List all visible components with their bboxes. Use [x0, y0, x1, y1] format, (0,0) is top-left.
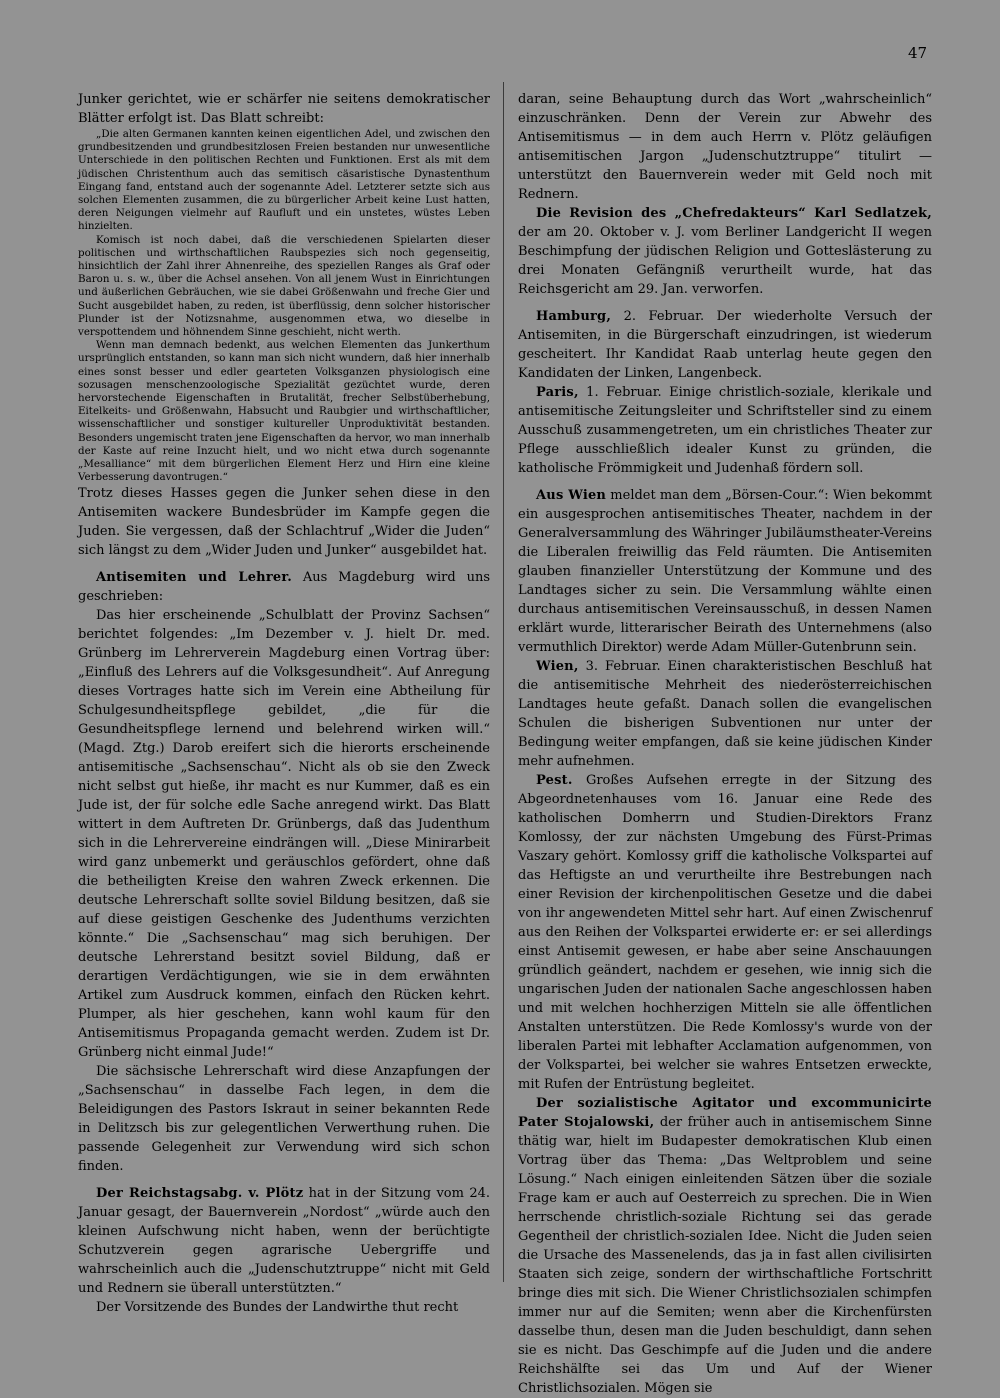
article-heading: Die Revision des „Chefredakteurs“ Karl Sedlatzek,	[536, 206, 932, 221]
article-text: Aus Magdeburg wird uns geschrieben:	[78, 570, 491, 605]
right-column	[518, 90, 933, 1396]
article-paragraph	[518, 1094, 932, 1398]
section-gap	[78, 560, 490, 568]
article-heading: Aus Wien	[536, 488, 607, 503]
article-heading: Hamburg,	[536, 309, 612, 324]
column-rule	[503, 82, 504, 1282]
article-heading: Wien,	[536, 659, 579, 674]
article-heading: Der Reichstagsabg. v. Plötz	[96, 1186, 304, 1202]
article-text: der früher auch in antisemischem Sinne thätig war, hielt im Budapester demokratischen Klub einen Vortrag über das Thema: „Das Weltproblem und seine Lösung.“ Nach einigen einleitenden Sätzen über die soziale Frage kam er auch auf Oesterreich zu sprechen. Die in Wien herrschende christlich-soziale Richtung sei das gerade Gegentheil der christlich-sozialen Idee. Nicht die Juden seien die Ursache des Massenelends, das ja in fast allen civilisirten Staaten sich zeige, sondern der wirthschaftliche Fortschritt bringe dies mit sich. Die Wiener Christlichsozialen schimpfen immer nur auf die Semiten; wenn aber die Kirchenfürsten dasselbe thun, desen man die Juden beschuldigt, dann sehen sie es nicht. Das Geschimpfe auf die Juden und die andere Reichshälfte sei das Um und Auf der Wiener Christlichsozialen. Mögen sie	[518, 1115, 932, 1396]
body-paragraph: Die sächsische Lehrerschaft wird diese Anzapfungen der „Sachsenschau“ in dasselbe Fach legen, in dem die Beleidigungen des Pastors Iskraut in seiner bekannten Rede in Delitzsch bis zur gelegentlichen Verwerthung ruhen. Die passende Gelegenheit zur Verwendung wird sich schon finden.	[78, 1064, 490, 1175]
article-paragraph	[518, 657, 932, 771]
article-text: Großes Aufsehen erregte in der Sitzung des Abgeordnetenhauses vom 16. Januar eine Rede des katholischen Domherrn und Studien-Direktors Franz Komlossy, der zur nächsten Umgebung des Fürst-Primas Vaszary gehört. Komlossy griff die katholische Volkspartei auf das Heftigste an und verurtheilte ihre Bestrebungen nach einer Revision der kirchenpolitischen Gesetze und die dabei von ihr angewendeten Mittel sehr hart. Auf einen Zwischenruf aus den Reihen der Volkspartei erwiderte er: er sei allerdings einst Antisemit gewesen, er habe aber seine Anschauungen gründlich geändert, nachdem er gesehen, wie innig sich die ungarischen Juden der nationalen Sache angeschlossen haben und mit welchen hochherzigen Mitteln sie alle öffentlichen Anstalten unterstützen. Die Rede Komlossy's wurde von der liberalen Partei mit lebhafter Acclamation aufgenommen, von der Volkspartei, bei welcher sie wahres Entsetzen erweckte, mit Rufen der Entrüstung begleitet.	[518, 773, 932, 1092]
section-gap	[518, 299, 932, 307]
article-paragraph	[78, 1184, 490, 1298]
article-text: hat in der Sitzung vom 24. Januar gesagt, der Bauernverein „Nordost“ „würde auch den kleinen Aufschwung nicht haben, wenn der berüchtigte Schutzverein gegen agrarische Uebergriffe und wahrscheinlich auch die „Judenschutztruppe“ nicht mit Geld und Rednern sie überall unterstützten.“	[78, 1186, 490, 1297]
article-paragraph	[518, 486, 932, 657]
article-paragraph	[518, 307, 932, 383]
article-heading: Der sozialistische Agitator und excommunicirte Pater Stojalowski,	[518, 1096, 932, 1130]
page-number: 47	[908, 44, 928, 62]
body-paragraph: Das hier erscheinende „Schulblatt der Provinz Sachsen“ berichtet folgendes: „Im Dezember v. J. hielt Dr. med. Grünberg im Lehrerverein Magdeburg einen Vortrag über: „Einfluß des Lehrers auf die Volksgesundheit“. Auf Anregung dieses Vortrages hatte sich im Verein eine Abtheilung für Schulgesundheitspflege gebildet, „die für die Gesundheitspflege lernend und belehrend wirken will.“ (Magd. Ztg.) Darob ereifert sich die hierorts erscheinende antisemitische „Sachsenschau“. Nicht als ob sie den Zweck nicht selbst gut hieße, ihr macht es nur Kummer, daß es ein Jude ist, der für solche edle Sache anregend wirkt. Das Blatt wittert in dem Auftreten Dr. Grünbergs, daß das Judenthum sich in die Lehrervereine eindrängen will. „Diese Minirarbeit wird ganz unbemerkt und geräuschlos gefördert, ohne daß die betheiligten Kreise den wahren Zweck erkennen. Die deutsche Lehrerschaft sollte soviel Bildung besitzen, daß sie auf diese geistigen Geschenke des Judenthums verzichten könnte.“ Die „Sachsenschau“ mag sich beruhigen. Der deutsche Lehrerstand besitzt soviel Bildung, daß er derartigen Verdächtigungen, wie sie in dem erwähnten Artikel zum Ausdruck kommen, einfach den Rücken kehrt. Plumper, als hier geschehen, kann wohl kaum für den Antisemitismus Propaganda gemacht werden. Zudem ist Dr. Grünberg nicht einmal Jude!“	[78, 608, 490, 1061]
quoted-paragraph: Wenn man demnach bedenkt, aus welchen Elementen das Junkerthum ursprünglich entstanden, so kann man sich nicht wundern, daß hier innerhalb eines sonst besser und edler gearteten Volksganzen physiologisch eine sozusagen menschenzoologische Spezialität gezüchtet wurde, deren hervorstechende Eigenschaften in Brutalität, frecher Selbstüberhebung, Eitelkeits- und Größenwahn, Habsucht und Raubgier und wirthschaftlicher, wissenschaftlicher und sonstiger kultureller Unproduktivität bestanden. Besonders ungemischt traten jene Eigenschaften da hervor, wo man innerhalb der Kaste auf reine Inzucht hielt, und wo nicht etwa durch sogenannte „Mesalliance“ mit dem bürgerlichen Element Herz und Hirn eine kleine Verbesserung davontrugen.“	[78, 339, 490, 484]
quoted-paragraph: „Die alten Germanen kannten keinen eigentlichen Adel, und zwischen den grundbesitzenden und grundbesitzlosen Freien bestanden nur unwesentliche Unterschiede in den politischen Rechten und Funktionen. Erst als mit dem jüdischen Christenthum auch das semitisch cäsaristische Dynastenthum Eingang fand, entstand auch der sogenannte Adel. Letzterer setzte sich aus solchen Elementen zusammen, die zu bürgerlicher Arbeit keine Lust hatten, deren Neigungen vielmehr auf Raufluft und ein unstetes, wüstes Leben hinzielten.	[78, 128, 490, 233]
body-paragraph: Junker gerichtet, wie er schärfer nie seitens demokratischer Blätter erfolgt ist. Das Blatt schreibt:	[78, 92, 490, 126]
article-text: der am 20. Oktober v. J. vom Berliner Landgericht II wegen Beschimpfung der jüdischen Religion und Gotteslästerung zu drei Monaten Gefängniß verurtheilt wurde, hat das Reichsgericht am 29. Jan. verworfen.	[518, 225, 932, 297]
article-paragraph	[518, 204, 932, 299]
article-text: meldet man dem „Börsen-Cour.“: Wien bekommt ein ausgesprochen antisemitisches Theater, nachdem in der Generalversammlung des Währinger Jubiläumstheater-Vereins die Liberalen freiwillig das Feld räumten. Die Antisemiten glauben finanzieller Unterstützung der Kommune und des Landtages sicher zu sein. Die Versammlung wählte einen durchaus antisemitischen Vereinsausschuß, in dessen Namen erklärt wurde, litterarischer Beirath des Unternehmens (also vermuthlich Direktor) werde Adam Müller-Gutenbrunn sein.	[518, 488, 933, 655]
article-paragraph	[518, 383, 932, 478]
body-paragraph: daran, seine Behauptung durch das Wort „wahrscheinlich“ einzuschränken. Denn der Verein zur Abwehr des Antisemitismus — in dem auch Herrn v. Plötz geläufigen antisemitischen Jargon „Judenschutztruppe“ titulirt — unterstützt den Bauernverein weder mit Geld noch mit Rednern.	[518, 92, 932, 202]
section-gap	[78, 1176, 490, 1184]
article-heading: Pest.	[536, 773, 573, 788]
article-text: 3. Februar. Einen charakteristischen Beschluß hat die antisemitische Mehrheit des niederösterreichischen Landtages heute gefaßt. Danach sollen die evangelischen Schulen die bisherigen Subventionen nur unter der Bedingung weiter empfangen, daß sie keine jüdischen Kinder mehr aufnehmen.	[518, 659, 932, 769]
quoted-paragraph: Komisch ist noch dabei, daß die verschiedenen Spielarten dieser politischen und wirthschaftlichen Raubspezies sich noch gegenseitig, hinsichtlich der Zahl ihrer Ahnenreihe, des speziellen Ranges als Graf oder Baron u. s. w., über die Achsel ansehen. Von all jenem Wust in Einrichtungen und äußerlichen Gebräuchen, wie sie dabei Größenwahn und freche Gier und Sucht ausgebildet haben, zu reden, ist überflüssig, denn solcher historischer Plunder ist der Notizsnahme, ausgenommen etwa, wo dieselbe in verspottendem und höhnendem Sinne geschieht, nicht werth.	[78, 233, 490, 339]
article-text: 1. Februar. Einige christlich-soziale, klerikale und antisemitische Zeitungsleiter und Schriftsteller sind zu einem Ausschuß zusammengetreten, um ein christliches Theater zur Pflege ausschließlich idealer Kunst zu gründen, die katholische Frömmigkeit und Judenhaß fördern soll.	[518, 385, 932, 476]
body-paragraph: Trotz dieses Hasses gegen die Junker sehen diese in den Antisemiten wackere Bundesbrüder im Kampfe gegen die Juden. Sie vergessen, daß der Schlachtruf „Wider die Juden“ sich längst zu dem „Wider Juden und Junker“ ausgebildet hat.	[78, 486, 490, 559]
section-gap	[518, 478, 932, 486]
article-paragraph	[518, 771, 932, 1094]
left-column	[78, 90, 491, 1316]
body-paragraph: Der Vorsitzende des Bundes der Landwirthe thut recht	[96, 1300, 459, 1316]
article-text: 2. Februar. Der wiederholte Versuch der Antisemiten, in die Bürgerschaft einzudringen, ist wiederum gescheitert. Ihr Kandidat Raab unterlag heute gegen den Kandidaten der Linken, Langenbeck.	[518, 309, 932, 381]
article-paragraph	[78, 568, 490, 606]
article-heading: Antisemiten und Lehrer.	[96, 570, 292, 586]
article-heading: Paris,	[536, 385, 579, 400]
